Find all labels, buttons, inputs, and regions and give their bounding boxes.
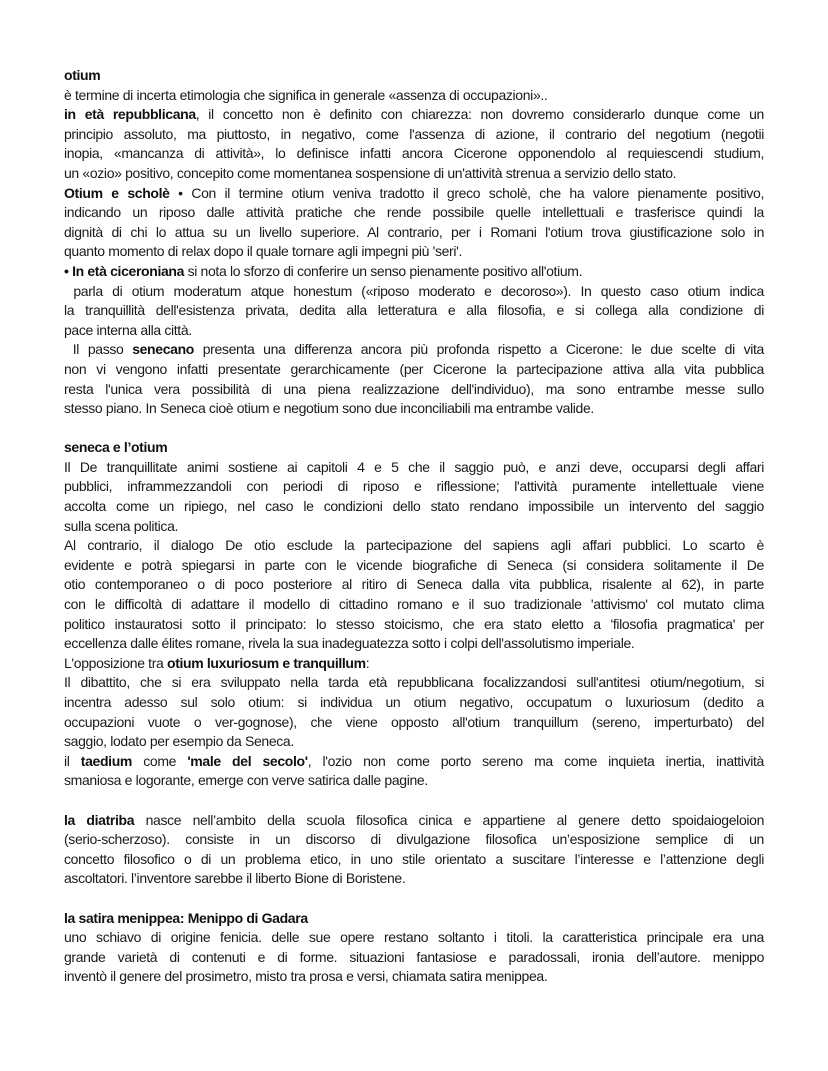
- text-line: [64, 125, 764, 145]
- bold-text: in età repubblicana: [64, 106, 196, 123]
- text-line: [64, 575, 764, 595]
- text-run: si nota lo sforzo di conferire un senso pienamente positivo all'otium.: [184, 262, 583, 279]
- bold-text: otium: [64, 67, 101, 83]
- text-line: [64, 654, 764, 674]
- text-line: [64, 830, 764, 850]
- text-run: (serio-scherzoso). consiste in un discorso di divulgazione filosofica un’esposizione semplice di un: [64, 831, 764, 848]
- text-run: è termine di incerta etimologia che significa in generale «assenza di occupazioni»..: [64, 86, 548, 103]
- paragraph: [64, 105, 764, 183]
- text-line: [64, 634, 764, 654]
- paragraph: [64, 811, 764, 889]
- paragraph: [64, 928, 764, 987]
- text-run: Il dibattito, che si era sviluppato nella tarda età repubblicana focalizzandosi sull'antitesi otium/negotium, si: [64, 674, 764, 691]
- text-line: [64, 732, 764, 752]
- text-run: • Con il termine otium veniva tradotto il greco scholè, che ha valore pienamente positivo,: [169, 184, 764, 201]
- text-line: [64, 497, 764, 517]
- paragraph: [64, 66, 764, 86]
- document-page: [64, 66, 764, 987]
- bold-text: la diatriba: [64, 811, 135, 828]
- text-line: [64, 242, 764, 262]
- text-line: [64, 340, 764, 360]
- text-run: eccellenza dalle élites romane, rivela la sua inadeguatezza sotto i colpi dell'assolutismo imperiale.: [64, 635, 635, 652]
- paragraph: [64, 654, 764, 674]
- text-run: occupazioni vuote o ver-gognose), che viene opposto all'otium tranquillum (sereno, imperturbato) del: [64, 713, 764, 730]
- text-line: [64, 948, 764, 968]
- text-line: [64, 282, 764, 302]
- text-run: :: [365, 654, 370, 671]
- paragraph: [64, 262, 764, 282]
- text-run: inventò il genere del prosimetro, misto tra prosa e versi, chiamata satira menippea.: [64, 968, 548, 985]
- text-run: con le difficoltà di adattare il modello di cittadino romano e il suo tradizionale 'attivismo' col mutato clima: [64, 596, 764, 613]
- text-run: come: [132, 752, 188, 769]
- text-run: nasce nell’ambito della scuola filosofica cinica e appartiene al genere detto spoidaiogeloion: [134, 811, 765, 828]
- text-line: [64, 850, 764, 870]
- bold-text: otium luxuriosum e tranquillum: [167, 654, 366, 671]
- text-run: la tranquillità dell'esistenza privata, dedita alla letteratura e alla filosofia, e si collega alla condizione di: [64, 302, 764, 319]
- text-run: stesso piano. In Seneca cioè otium e negotium sono due inconciliabili ma entrambe valide.: [64, 400, 594, 417]
- text-run: accolta come un ripiego, nel caso le condizioni dello stato rendano impossibile un intervento del saggio: [64, 498, 764, 515]
- text-run: incentra adesso sul solo otium: si individua un otium negativo, occupatum o luxuriosum (dedito a: [64, 694, 764, 710]
- bold-text: 'male del secolo': [187, 752, 308, 769]
- text-line: [64, 967, 764, 987]
- text-run: Il De tranquillitate animi sostiene ai capitoli 4 e 5 che il saggio può, e anzi deve, occuparsi degli affari: [64, 458, 764, 475]
- text-line: [64, 262, 764, 282]
- paragraph: [64, 673, 764, 751]
- text-line: [64, 86, 764, 106]
- text-line: [64, 556, 764, 576]
- text-run: inopia, «mancanza di attività», lo definisce infatti ancora Cicerone opponendolo al requiescendi studium,: [64, 145, 764, 162]
- text-run: principio assoluto, ma piuttosto, in negativo, come l'assenza di azione, il contrario del negotium (negotii: [64, 125, 764, 142]
- text-run: pace interna alla città.: [64, 321, 192, 338]
- text-run: il: [64, 752, 81, 769]
- blank-line: [64, 419, 764, 439]
- text-line: [64, 438, 764, 458]
- text-run: grande varietà di contenuti e di forme. situazioni fantasiose e paradossali, ironia dell’autore. menippo: [64, 948, 764, 965]
- text-run: un «ozio» positivo, concepito come momentanea sospensione di un'attività strenua a servizio dello stato.: [64, 164, 677, 181]
- paragraph: [64, 752, 764, 791]
- text-line: [64, 752, 764, 772]
- text-line: [64, 909, 764, 929]
- text-line: [64, 673, 764, 693]
- blank-line: [64, 791, 764, 811]
- text-run: otio contemporaneo o di poco posteriore al ritiro di Seneca dalla vita pubblica, risalente al 62), in parte: [64, 576, 764, 593]
- text-run: , il concetto non è definito con chiarezza: non dovremo considerarlo dunque come un: [195, 106, 764, 123]
- paragraph: [64, 536, 764, 654]
- text-line: [64, 380, 764, 400]
- text-line: [64, 771, 764, 791]
- bold-text: la satira menippea: Menippo di Gadara: [64, 909, 308, 926]
- text-run: Al contrario, il dialogo De otio esclude la partecipazione del sapiens agli affari pubblici. Lo scarto è: [64, 537, 764, 554]
- text-line: [64, 693, 764, 713]
- text-line: [64, 458, 764, 478]
- paragraph: [64, 438, 764, 458]
- text-run: ascoltatori. l’inventore sarebbe il liberto Bione di Boristene.: [64, 870, 406, 887]
- text-run: Il passo: [64, 341, 133, 358]
- text-run: L'opposizione tra: [64, 654, 167, 671]
- text-line: [64, 477, 764, 497]
- bold-text: Otium e scholè: [64, 184, 170, 201]
- text-line: [64, 713, 764, 733]
- text-line: [64, 184, 764, 204]
- text-line: [64, 105, 764, 125]
- bold-text: seneca e l’otium: [64, 439, 168, 456]
- paragraph: [64, 184, 764, 262]
- paragraph: [64, 282, 764, 341]
- text-line: [64, 144, 764, 164]
- bold-text: taedium: [80, 752, 132, 769]
- text-line: [64, 399, 764, 419]
- paragraph: [64, 909, 764, 929]
- text-line: [64, 321, 764, 341]
- text-run: sulla scena politica.: [64, 517, 179, 534]
- text-line: [64, 223, 764, 243]
- text-line: [64, 595, 764, 615]
- bold-text: • In età ciceroniana: [64, 262, 185, 279]
- bold-text: senecano: [132, 341, 194, 358]
- text-run: uno schiavo di origine fenicia. delle sue opere restano soltanto i titoli. la caratteristica principale era una: [64, 929, 764, 946]
- text-run: quanto momento di relax dopo il quale tornare agli impegni più 'seri'.: [64, 243, 462, 260]
- text-run: non vi vengono infatti presentate gerarchicamente (per Cicerone la partecipazione attiva alla vita pubblica: [64, 360, 764, 377]
- text-line: [64, 615, 764, 635]
- text-line: [64, 811, 764, 831]
- text-run: concetto filosofico o di un problema etico, in uno stile orientato a suscitare l’interesse e l’attenzione degli: [64, 850, 764, 867]
- paragraph: [64, 340, 764, 418]
- text-line: [64, 517, 764, 537]
- text-line: [64, 536, 764, 556]
- text-line: [64, 164, 764, 184]
- text-run: , l'ozio non come porto sereno ma come inquieta inertia, inattività: [307, 752, 764, 769]
- blank-line: [64, 889, 764, 909]
- text-run: indicando un riposo dalle attività pratiche che rende possibile quelle intellettuali e trasferisce quindi la: [64, 204, 764, 221]
- paragraph: [64, 86, 764, 106]
- text-line: [64, 928, 764, 948]
- text-line: [64, 203, 764, 223]
- paragraph: [64, 458, 764, 536]
- text-line: [64, 301, 764, 321]
- text-run: smaniosa e logorante, emerge con verve satirica dalle pagine.: [64, 772, 428, 789]
- text-line: [64, 66, 764, 86]
- text-run: politico instauratosi sotto il principato: lo stesso stoicismo, che era stato eletto a 'filosofia pragmatica' per: [64, 615, 764, 632]
- text-line: [64, 869, 764, 889]
- text-run: resta l'unica vera possibilità di una piena realizzazione dell'individuo), ma sono entrambe messe sullo: [64, 380, 764, 397]
- text-run: evidente e potrà spiegarsi in parte con le vicende biografiche di Seneca (si considera solitamente il De: [64, 556, 764, 573]
- text-run: parla di otium moderatum atque honestum («riposo moderato e decoroso»). In questo caso otium indica: [64, 282, 764, 299]
- text-run: presenta una differenza ancora più profonda rispetto a Cicerone: le due scelte di vita: [193, 341, 764, 358]
- text-run: saggio, lodato per esempio da Seneca.: [64, 733, 294, 750]
- text-run: pubblici, inframmezzandoli con periodi di riposo e riflessione; l'attività puramente intellettuale viene: [64, 478, 764, 495]
- text-run: dignità di chi lo attua su un livello superiore. Al contrario, per i Romani l'otium trova giustificazione solo in: [64, 223, 764, 240]
- text-line: [64, 360, 764, 380]
